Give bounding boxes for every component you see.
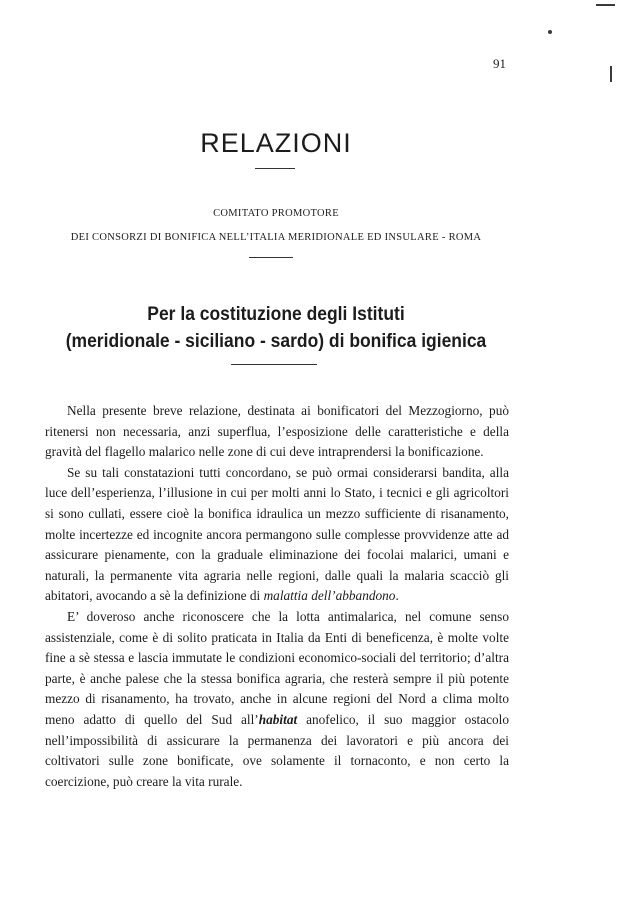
scan-edge-tick [610,66,612,82]
heading-rule [255,168,295,169]
section-heading: RELAZIONI [200,128,352,158]
scan-edge-mark [596,4,615,6]
paragraph-2: Se su tali constatazioni tutti concordano, se può ormai considerarsi bandita, alla luce dell’esperienza, l’illusione in cui per molti anni lo Stato, i tecnici e gli agricoltori si sono cullati, essere cioè la bonifica idraulica un mezzo sufficiente di risanamento, molte incertezze ed incognite ancora permangono sulle complesse provvidenze atte ad assicurare pienamente, con la graduale eliminazione dei focolai malarici, umani e naturali, la permanente vita agraria nelle regioni, dalle quali la malaria scacciò gli abitatori, avocando a sè la definizione di malattia dell’abbandono. [45,464,509,604]
paragraph-3: E’ doveroso anche riconoscere che la lotta antimalarica, nel comune senso assistenziale, come è di solito praticata in Italia da Enti di beneficenza, è molte volte fine a sè stessa e lascia immutate le condizioni economico-sociali del territorio; d’altra parte, è anche palese che la stessa bonifica agraria, che resterà sempre il più potente mezzo di risanamento, ha trovato, anche in alcune regioni del Nord a clima molto meno adatto di quello del Sud all’habitat anofelico, il suo maggior ostacolo nell’impossibilità di assicurare la permanenza dei lavoratori e più ancora dei coltivatori sulle zone bonificate, ove solamente il tornaconto, e non certo la coercizione, può creare la vita rurale. [45,608,509,789]
organization-name: COMITATO PROMOTORE [213,208,339,219]
organization-subtitle: DEI CONSORZI DI BONIFICA NELL’ITALIA MERIDIONALE ED INSULARE - ROMA [70,232,482,243]
article-title-line-1: Per la costituzione degli Istituti [147,304,405,325]
paragraph-1: Nella presente breve relazione, destinata ai bonificatori del Mezzogiorno, può ritenersi non necessaria, anzi superflua, l’esposizione delle caratteristiche e della gravità del flagello malarico nelle zone di cui deve intraprendersi la bonificazione. [45,403,509,460]
scan-dot [548,30,552,34]
article-title-line-2: (meridionale - siciliano - sardo) di bonifica igienica [65,331,487,352]
page-number: 91 [493,56,506,71]
title-rule [231,364,317,365]
organization-rule [249,257,293,258]
article-body [45,401,509,792]
